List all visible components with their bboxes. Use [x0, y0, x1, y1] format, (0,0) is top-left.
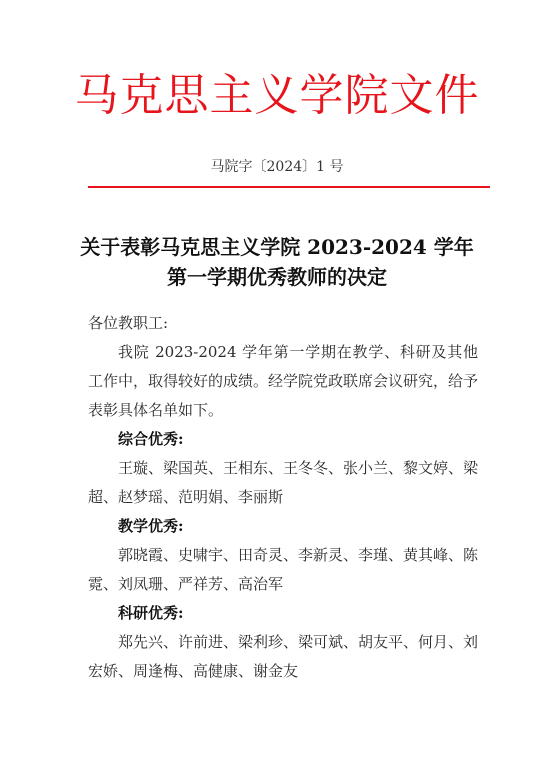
- category-heading-research: 科研优秀:: [118, 604, 184, 622]
- red-divider-line: [88, 186, 490, 188]
- category-heading-comprehensive: 综合优秀:: [118, 430, 184, 448]
- category-heading-teaching: 教学优秀:: [118, 517, 184, 535]
- notice-title-line-2: 第一学期优秀教师的决定: [167, 265, 387, 289]
- category-names-teaching: 郭晓霞、史啸宇、田奇灵、李新灵、李瑾、黄其峰、陈霓、刘凤珊、严祥芳、高治军: [88, 546, 479, 593]
- category-names-comprehensive: 王璇、梁国英、王相东、王冬冬、张小兰、黎文婷、梁超、赵梦瑶、范明娟、李丽斯: [88, 459, 479, 506]
- salutation: 各位教职工:: [88, 314, 169, 332]
- intro-paragraph: 我院 2023-2024 学年第一学期在教学、科研及其他工作中，取得较好的成绩。经学院党政联席会议研究，给予表彰具体名单如下。: [88, 343, 479, 419]
- notice-title-line-1: 关于表彰马克思主义学院 2023-2024 学年: [80, 235, 474, 259]
- document-header-title: 马克思主义学院文件: [74, 70, 480, 121]
- notice-body: [88, 309, 478, 686]
- document-number: 马院字〔2024〕1 号: [210, 159, 344, 175]
- notice-title: [60, 232, 494, 292]
- category-names-research: 郑先兴、许前进、梁利珍、梁可斌、胡友平、何月、刘宏娇、周逢梅、高健康、谢金友: [88, 633, 479, 680]
